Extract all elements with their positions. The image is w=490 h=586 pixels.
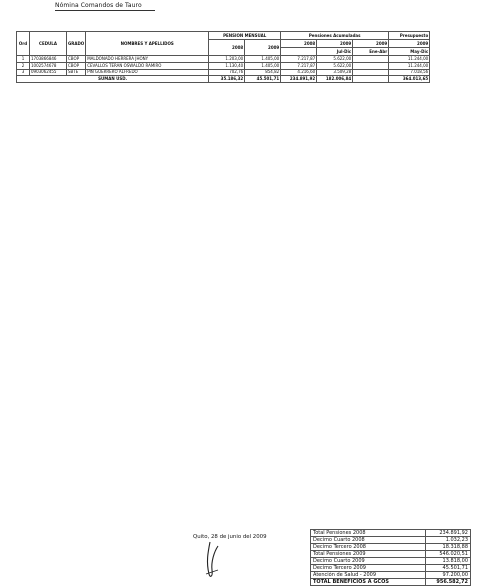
- row-nombre: CEVALLOS TERAN OSWALDO RAMIRO: [86, 62, 209, 69]
- totals-value: 546.020,51: [426, 551, 471, 558]
- totals-row: [311, 572, 471, 579]
- totals-row: [311, 565, 471, 572]
- title-underline: [55, 10, 155, 11]
- row-presupuesto: 11.244,00: [389, 56, 430, 63]
- row-grado: CBOP: [67, 56, 86, 63]
- row-pension-2009: 854,82: [245, 69, 281, 76]
- row-acum-2009b: [353, 56, 389, 63]
- row-pension-2008: 1.203,00: [209, 56, 245, 63]
- pres-year-header: 2009: [389, 40, 430, 48]
- pension-table: [16, 31, 430, 83]
- totals-value: 97.200,00: [426, 572, 471, 579]
- row-acum-2009: 5.622,00: [317, 62, 353, 69]
- totals-value: 45.501,71: [426, 565, 471, 572]
- pres-period: May-Dic: [389, 48, 430, 56]
- col-nombres-header: NOMBRES Y APELLIDOS: [86, 32, 209, 56]
- city-date: Quito, 28 de junio del 2009: [193, 534, 267, 540]
- row-ord: 2: [17, 62, 30, 69]
- row-presupuesto: 11.244,00: [389, 62, 430, 69]
- row-acum-2009b: [353, 62, 389, 69]
- totals-final-label: TOTAL BENEFICIOS A GCOS: [311, 579, 426, 586]
- row-acum-2009: 3.509,28: [317, 69, 353, 76]
- row-grado: SBTE: [67, 69, 86, 76]
- totals-label: Decimo Cuarto 2009: [311, 558, 426, 565]
- sum-acum-2009b: [353, 76, 389, 83]
- totals-row: [311, 544, 471, 551]
- acum-group-header: Pensiones Acumuladas: [281, 32, 389, 40]
- row-acum-2008: 7.217,87: [281, 62, 317, 69]
- sum-pension-2008: 35.186,32: [209, 76, 245, 83]
- totals-final-row: [311, 579, 471, 586]
- acum-2008-header: 2008: [281, 40, 317, 48]
- row-ord: 3: [17, 69, 30, 76]
- totals-row: [311, 537, 471, 544]
- row-presupuesto: 7.018,56: [389, 69, 430, 76]
- totals-label: Total Pensiones 2009: [311, 551, 426, 558]
- totals-final-value: 956.582,72: [426, 579, 471, 586]
- col-ord-header: Ord: [17, 32, 30, 56]
- row-pension-2009: 1.405,00: [245, 56, 281, 63]
- sum-pension-2009: 45.501,71: [245, 76, 281, 83]
- row-pension-2008: 1.130,40: [209, 62, 245, 69]
- totals-value: 234.891,92: [426, 530, 471, 537]
- totals-label: Atención de Salud - 2009: [311, 572, 426, 579]
- acum-2009a-header: 2009: [317, 40, 353, 48]
- sum-acum-2009: 182.006,84: [317, 76, 353, 83]
- row-nombre: PIN GUERRERO ALFREDO: [86, 69, 209, 76]
- col-grado-header: GRADO: [67, 32, 86, 56]
- totals-value: 13.818,00: [426, 558, 471, 565]
- totals-label: Total Pensiones 2008: [311, 530, 426, 537]
- row-cedula: 1002574678: [30, 62, 67, 69]
- acum-period-1: [281, 48, 317, 56]
- row-nombre: MALDONADO HERRERA JHONY: [86, 56, 209, 63]
- row-acum-2009: 5.622,00: [317, 56, 353, 63]
- handwritten-signature: [200, 540, 230, 580]
- acum-period-3: Ene-Abr: [353, 48, 389, 56]
- totals-label: Decimo Tercero 2008: [311, 544, 426, 551]
- table-row: [17, 62, 430, 69]
- row-ord: 1: [17, 56, 30, 63]
- totals-value: 18.318,88: [426, 544, 471, 551]
- col-cedula-header: CEDULA: [30, 32, 67, 56]
- totals-row: [311, 551, 471, 558]
- pres-group-header: Presupuesto: [389, 32, 430, 40]
- row-acum-2009b: [353, 69, 389, 76]
- row-acum-2008: 4.216,60: [281, 69, 317, 76]
- totals-row: [311, 530, 471, 537]
- sum-acum-2008: 234.891,92: [281, 76, 317, 83]
- row-pension-2008: 702,76: [209, 69, 245, 76]
- table-row: [17, 69, 430, 76]
- sum-row: [17, 76, 430, 83]
- pension-2009-header: 2009: [245, 40, 281, 56]
- totals-label: Decimo Tercero 2009: [311, 565, 426, 572]
- totals-summary-table: [310, 529, 471, 586]
- sum-label: SUMAN USD.: [17, 76, 209, 83]
- sum-presupuesto: 364.013,65: [389, 76, 430, 83]
- row-grado: CBOP: [67, 62, 86, 69]
- acum-2009b-header: 2009: [353, 40, 389, 48]
- pension-2008-header: 2008: [209, 40, 245, 56]
- totals-value: 1.032,23: [426, 537, 471, 544]
- row-pension-2009: 1.405,00: [245, 62, 281, 69]
- table-row: [17, 56, 430, 63]
- acum-period-2: Jul-Dic: [317, 48, 353, 56]
- row-acum-2008: 7.217,87: [281, 56, 317, 63]
- totals-row: [311, 558, 471, 565]
- row-cedula: 1703866846: [30, 56, 67, 63]
- row-cedula: 0903062455: [30, 69, 67, 76]
- totals-label: Decimo Cuarto 2008: [311, 537, 426, 544]
- pension-group-header: PENSION MENSUAL: [209, 32, 281, 40]
- document-title: Nómina Comandos de Tauro: [55, 2, 142, 9]
